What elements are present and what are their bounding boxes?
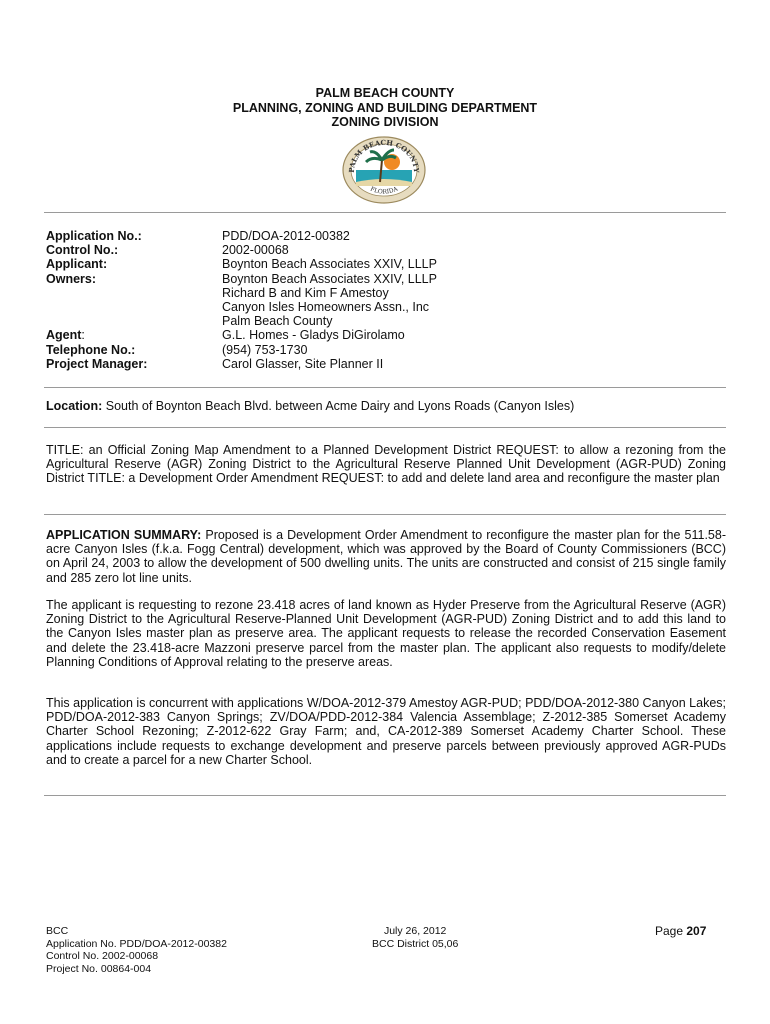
page-number-value: 207 xyxy=(686,924,707,938)
rezone-paragraph: The applicant is requesting to rezone 23.418 acres of land known as Hyder Preserve from the Agricultural Reserve (AGR) Zoning District to the Agricultural Reserve-Planned Unit Development (AGR-PUD) Zoning District and to add this land to the Canyon Isles master plan as preserve area. The applicant requests to release the recorded Conservation Easement and delete the 23.418-acre Mazzoni preserve parcel from the master plan. The applicant also requests to modify/delete Planning Conditions of Approval relating to the preserve areas. xyxy=(46,598,726,669)
owner-item: Richard B and Kim F Amestoy xyxy=(222,285,389,300)
telephone-label: Telephone No.: xyxy=(46,342,136,357)
location-value: South of Boynton Beach Blvd. between Acme Dairy and Lyons Roads (Canyon Isles) xyxy=(105,399,575,413)
summary-label: APPLICATION SUMMARY: xyxy=(46,528,202,542)
header-county: PALM BEACH COUNTY xyxy=(315,86,455,100)
header-division: ZONING DIVISION xyxy=(331,115,439,129)
control-row xyxy=(46,243,437,257)
footer-left xyxy=(46,925,227,975)
manager-label: Project Manager: xyxy=(46,356,148,371)
owner-item: Boynton Beach Associates XXIV, LLLP xyxy=(222,271,437,286)
county-seal-logo xyxy=(342,136,426,204)
owner-item: Canyon Isles Homeowners Assn., Inc xyxy=(222,300,430,315)
application-label: Application No.: xyxy=(46,229,142,243)
owners-label: Owners: xyxy=(46,271,97,286)
summary-paragraph xyxy=(46,528,726,585)
telephone-row xyxy=(46,343,437,357)
seal-top-text: PALM BEACH COUNTY xyxy=(346,137,422,174)
applicant-row xyxy=(46,257,437,271)
footer-bcc: BCC xyxy=(46,925,69,937)
title-paragraph: TITLE: an Official Zoning Map Amendment to a Planned Development District REQUEST: to allow a rezoning from the Agricultural Reserve (AGR) Zoning District to the Agricultural Reserve Planned Unit Development (AGR-PUD) Zoning District TITLE: a Development Order Amendment REQUEST: to add and delete land area and reconfigure the master plan xyxy=(46,443,726,486)
concurrent-paragraph: This application is concurrent with applications W/DOA-2012-379 Amestoy AGR-PUD; PDD/DOA-2012-380 Canyon Lakes; PDD/DOA-2012-383 Canyon Springs; ZV/DOA/PDD-2012-384 Valencia Assemblage; Z-2012-385 Somerset Academy Charter School Rezoning; Z-2012-622 Gray Farm; and, CA-2012-389 Somerset Academy Charter School. These applications include requests to exchange development and preserve parcels between previously approved AGR-PUDs and to create a parcel for a new Charter School. xyxy=(46,696,726,767)
location-line xyxy=(46,399,574,413)
seal-bottom-text: FLORIDA xyxy=(369,185,399,196)
agent-label xyxy=(46,328,222,342)
manager-value: Carol Glasser, Site Planner II xyxy=(222,356,384,371)
application-info xyxy=(46,229,437,371)
telephone-value: (954) 753-1730 xyxy=(222,342,308,357)
application-value: PDD/DOA-2012-00382 xyxy=(222,229,350,243)
control-label: Control No.: xyxy=(46,243,119,258)
footer-control: Control No. 2002-00068 xyxy=(46,950,159,962)
footer-project: Project No. 00864-004 xyxy=(46,962,152,975)
footer-date: July 26, 2012 xyxy=(383,925,447,937)
header-divider xyxy=(44,212,726,213)
applicant-value: Boynton Beach Associates XXIV, LLLP xyxy=(222,257,437,272)
document-header xyxy=(0,86,770,130)
location-divider xyxy=(44,427,726,428)
summary-divider xyxy=(44,795,726,796)
summary-text: Proposed is a Development Order Amendment to reconfigure the master plan for the 511.58-acre Canyon Isles (f.k.a. Fogg Central) development, which was approved by the Board of County Commissioners (BCC) on April 24, 2003 to allow the development of 500 dwelling units. The units are constructed and consist of 215 single family and 285 zero lot line units. xyxy=(46,528,726,585)
owner-item: Palm Beach County xyxy=(222,314,333,329)
application-row xyxy=(46,229,437,243)
footer-center xyxy=(372,925,458,950)
applicant-label: Applicant: xyxy=(46,257,108,272)
control-value: 2002-00068 xyxy=(222,243,289,258)
title-divider xyxy=(44,514,726,515)
info-divider xyxy=(44,387,726,388)
agent-label-text: Agent xyxy=(46,328,82,343)
manager-row xyxy=(46,357,437,371)
agent-row xyxy=(46,328,437,342)
header-department: PLANNING, ZONING AND BUILDING DEPARTMENT xyxy=(232,100,538,115)
agent-value: G.L. Homes - Gladys DiGirolamo xyxy=(222,328,405,343)
page-label: Page xyxy=(655,924,684,938)
location-label: Location: xyxy=(46,399,103,413)
page-number xyxy=(655,925,706,938)
footer-application: Application No. PDD/DOA-2012-00382 xyxy=(46,937,227,950)
owners-row xyxy=(46,272,437,329)
owners-list xyxy=(222,272,437,329)
agent-label-colon: : xyxy=(81,328,85,343)
footer-district: BCC District 05,06 xyxy=(372,937,459,950)
